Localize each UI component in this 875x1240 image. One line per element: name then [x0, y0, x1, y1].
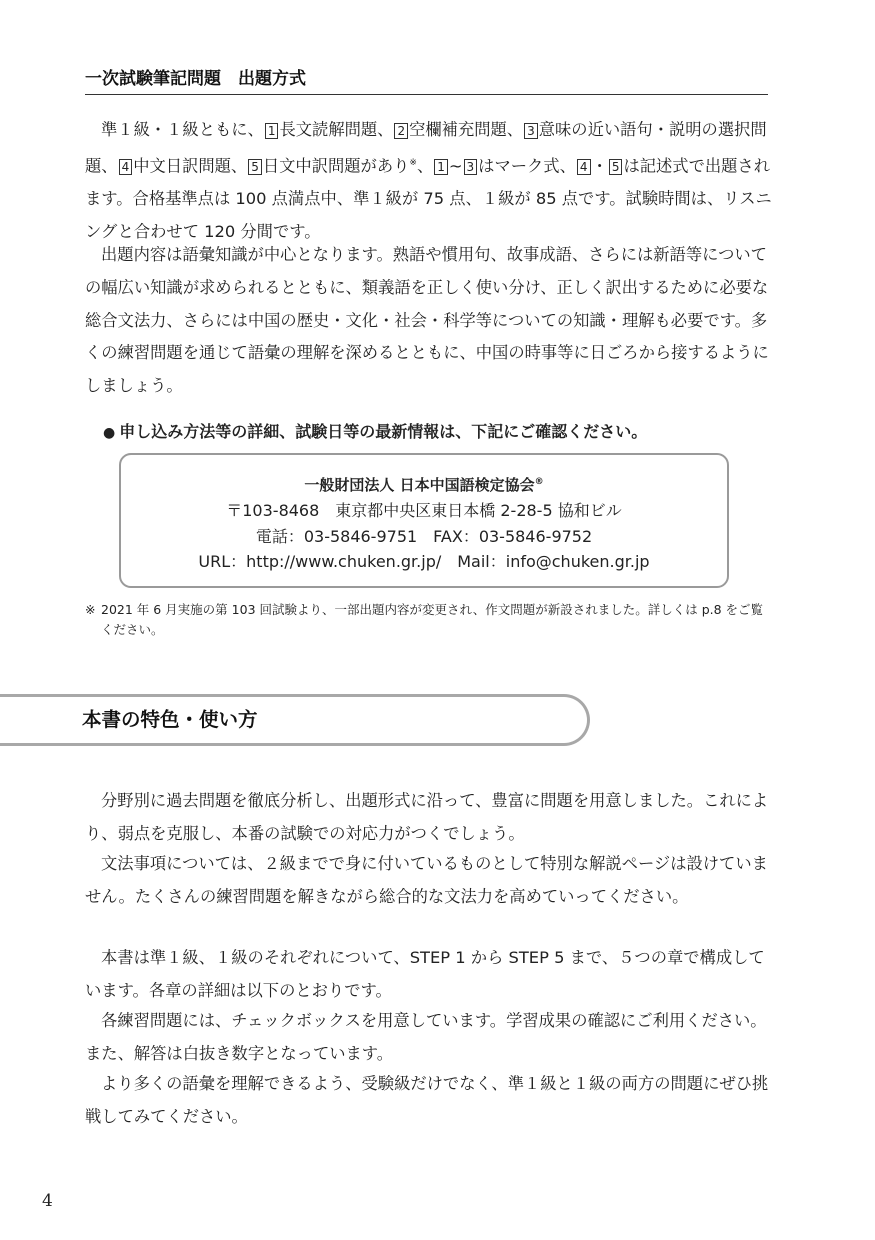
contact-info-box — [119, 453, 729, 588]
text-run: ~ — [448, 156, 463, 176]
text-run: 、 — [416, 156, 434, 176]
organization-name — [121, 469, 727, 498]
number-box: 1 — [265, 123, 279, 139]
number-box: 4 — [577, 159, 591, 175]
section-title: 本書の特色・使い方 — [82, 708, 258, 731]
paragraph-features-3: 本書は準１級、１級のそれぞれについて、STEP 1 から STEP 5 まで、５つの章で構成しています。各章の詳細は以下のとおりです。 — [85, 948, 765, 1000]
footnote-mark: ※ — [409, 157, 417, 168]
text-run: は記述式で出題されます。合格基準点は 100 点満点中、準１級が 75 点、１級が 85 点です。試験時間は、リスニングと合わせて 120 分間です。 — [85, 156, 772, 241]
footnote-mark: ※ — [85, 602, 96, 617]
paragraph-features-2: 文法事項については、２級までで身に付いているものとして特別な解説ページは設けていません。たくさんの練習問題を解きながら総合的な文法力を高めていってください。 — [85, 854, 768, 906]
text-run: 準１級・１級ともに、 — [101, 120, 264, 139]
text-run: はマーク式、 — [478, 156, 576, 176]
notice-text: 申し込み方法等の詳細、試験日等の最新情報は、下記にご確認ください。 — [119, 422, 648, 441]
number-box: 5 — [609, 159, 623, 175]
number-box: 5 — [248, 159, 262, 175]
notice-line — [103, 420, 763, 445]
footnote — [85, 600, 775, 640]
footnote-text: 2021 年 6 月実施の第 103 回試験より、一部出題内容が変更され、作文問題が新設されました。詳しくは p.8 をご覧ください。 — [101, 602, 764, 637]
section-heading-features — [0, 694, 590, 746]
org-name-text: 一般財団法人 日本中国語検定協会 — [304, 476, 535, 494]
text-run: 中文日訳問題、 — [133, 156, 248, 176]
contact-url-mail[interactable]: URL：http://www.chuken.gr.jp/ Mail：info@chuken.gr.jp — [198, 552, 650, 571]
page-number: 4 — [42, 1191, 53, 1211]
number-box: 4 — [119, 159, 133, 175]
bullet-icon: ● — [103, 425, 116, 441]
paragraph-features-5: より多くの語彙を理解できるよう、受験級だけでなく、準１級と１級の両方の問題にぜひ挑戦してみてください。 — [85, 1074, 769, 1126]
text-run: ・ — [591, 156, 608, 176]
text-run: 長文読解問題、 — [279, 120, 394, 139]
text-run: 日文中訳問題があり — [262, 156, 410, 176]
paragraph-exam-content: 出題内容は語彙知識が中心となります。熟語や慣用句、故事成語、さらには新語等についての幅広い知識が求められるとともに、類義語を正しく使い分け、正しく訳出するために必要な総合文法力、さらには中国の歴史・文化・社会・科学等についての知識・理解も必要です。多くの練習問題を通じて語彙の理解を深めるとともに、中国の時事等に日ごろから接するようにしましょう。 — [85, 245, 769, 396]
number-box: 2 — [394, 123, 408, 139]
text-run: 空欄補充問題、 — [409, 120, 524, 139]
contact-address: 〒103-8468 東京都中央区東日本橋 2-28-5 協和ビル — [226, 501, 622, 520]
registered-mark: ® — [534, 477, 544, 487]
paragraph-features-1: 分野別に過去問題を徹底分析し、出題形式に沿って、豊富に問題を用意しました。これにより、弱点を克服し、本番の試験での対応力がつくでしょう。 — [85, 791, 769, 843]
number-box: 3 — [524, 123, 538, 139]
number-box: 1 — [434, 159, 448, 175]
text-run: 意味の近い語句・説明の選択問題、 — [85, 120, 767, 176]
contact-phone-fax: 電話：03-5846-9751 FAX：03-5846-9752 — [255, 526, 593, 546]
number-box: 3 — [464, 159, 478, 175]
paragraph-exam-format — [85, 114, 775, 249]
section-title: 一次試験筆記問題 出題方式 — [85, 69, 306, 89]
section-heading-exam-format — [85, 66, 768, 95]
paragraph-features-4: 各練習問題には、チェックボックスを用意しています。学習成果の確認にご利用ください。また、解答は白抜き数字となっています。 — [85, 1011, 767, 1063]
